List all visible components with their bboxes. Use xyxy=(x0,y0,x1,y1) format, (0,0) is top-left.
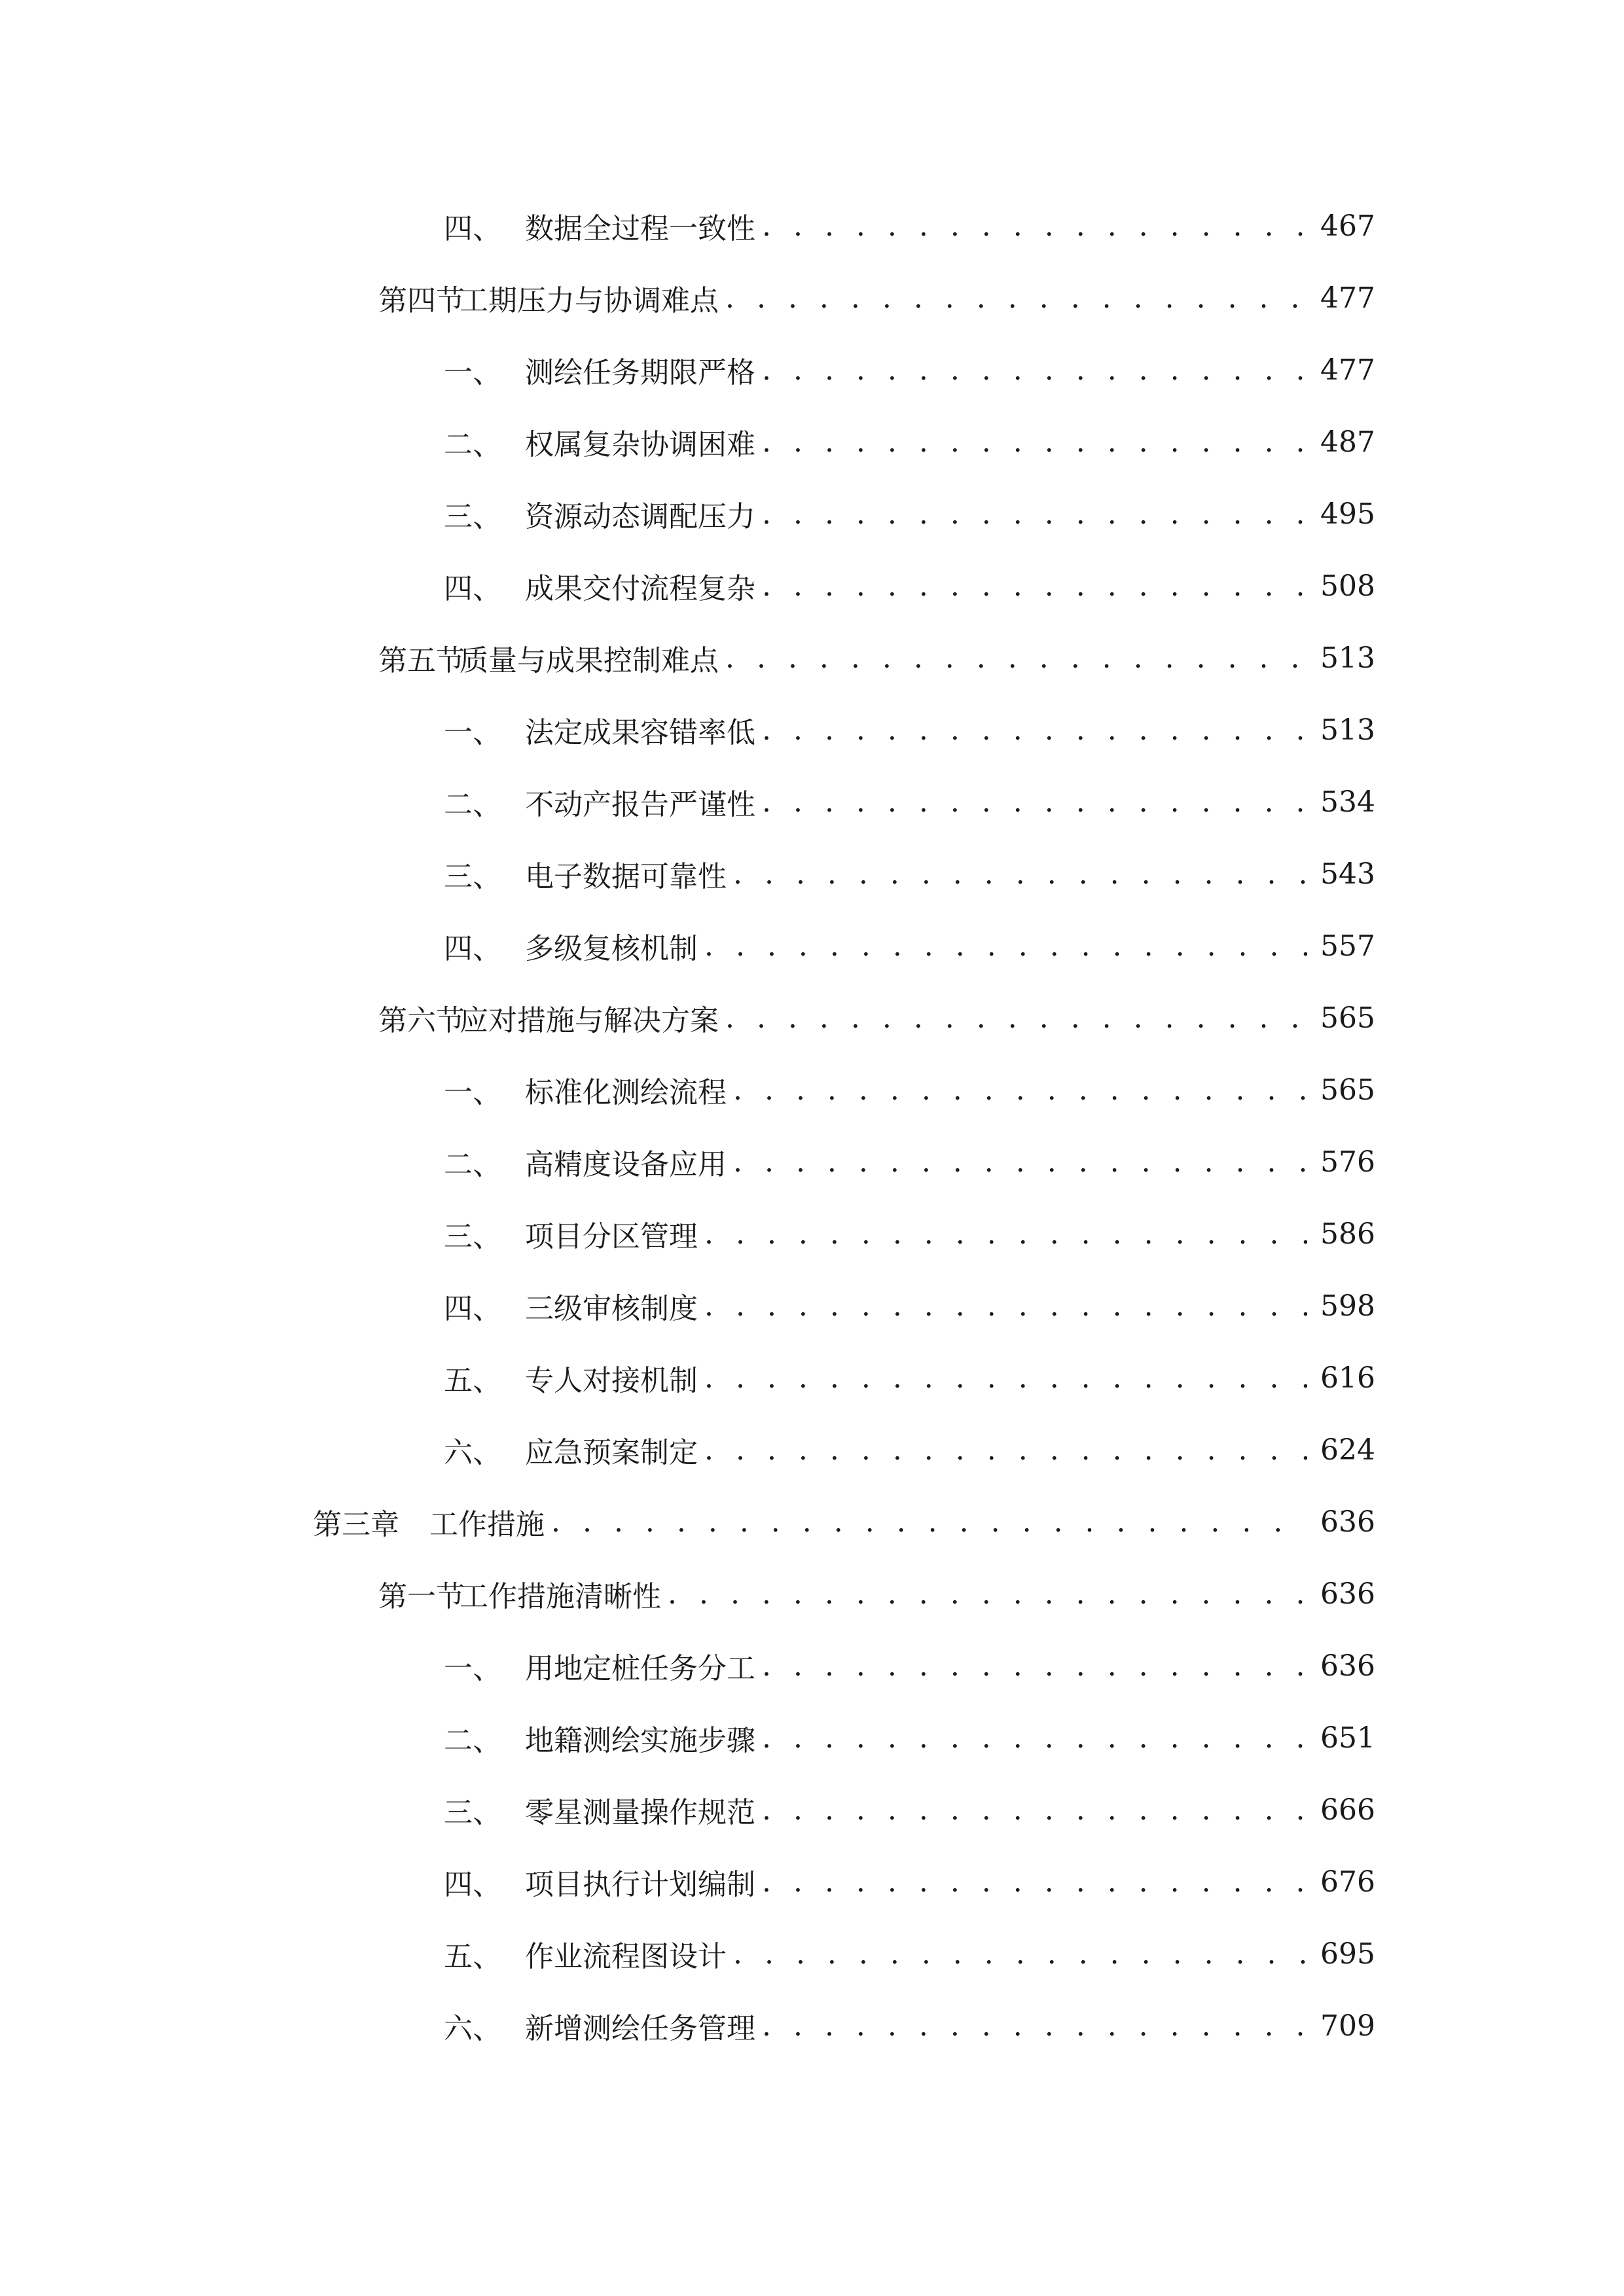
toc-entry[interactable] xyxy=(0,550,1624,622)
toc-entry-page-number: 467 xyxy=(1320,209,1375,243)
toc-entry-page-number: 543 xyxy=(1320,857,1375,891)
toc-dot-leader xyxy=(762,1793,1307,1827)
toc-dot-leader xyxy=(762,569,1307,603)
toc-entry-title: 三级审核制度 xyxy=(525,1292,698,1325)
toc-entry-page-number: 534 xyxy=(1320,785,1375,819)
toc-entry-number: 三、 xyxy=(444,1796,501,1829)
toc-entry-title: 地籍测绘实施步骤 xyxy=(525,1724,755,1757)
toc-entry-page-number: 586 xyxy=(1320,1217,1375,1251)
toc-dot-leader xyxy=(668,1577,1307,1611)
toc-entry-title: 项目执行计划编制 xyxy=(525,1868,755,1901)
toc-entry-page-number: 557 xyxy=(1320,929,1375,963)
toc-entry[interactable] xyxy=(0,1918,1624,1990)
toc-entry[interactable] xyxy=(0,190,1624,262)
toc-entry-title: 工期压力与协调难点 xyxy=(460,284,719,317)
toc-entry[interactable] xyxy=(0,1486,1624,1558)
toc-dot-leader xyxy=(704,1289,1307,1323)
toc-entry-number: 二、 xyxy=(444,788,501,821)
toc-entry-number: 一、 xyxy=(444,716,501,749)
toc-entry-page-number: 513 xyxy=(1320,641,1375,675)
toc-entry-page-number: 513 xyxy=(1320,713,1375,747)
toc-entry-page-number: 598 xyxy=(1320,1289,1375,1323)
toc-entry[interactable] xyxy=(0,1846,1624,1918)
toc-entry-page-number: 477 xyxy=(1320,281,1375,315)
toc-entry-title: 用地定桩任务分工 xyxy=(525,1652,755,1685)
toc-entry-page-number: 651 xyxy=(1320,1721,1375,1755)
toc-entry[interactable] xyxy=(0,694,1624,766)
toc-dot-leader xyxy=(733,1145,1307,1179)
toc-dot-leader xyxy=(762,1865,1307,1899)
toc-entry-page-number: 508 xyxy=(1320,569,1375,603)
toc-entry[interactable] xyxy=(0,1342,1624,1414)
toc-entry-title: 数据全过程一致性 xyxy=(525,212,755,245)
toc-dot-leader xyxy=(733,1073,1307,1107)
toc-entry-number: 四、 xyxy=(444,212,501,245)
toc-dot-leader xyxy=(762,425,1307,459)
toc-entry-number: 六、 xyxy=(444,1436,501,1469)
toc-entry-page-number: 636 xyxy=(1320,1649,1375,1683)
toc-entry-title: 应急预案制定 xyxy=(525,1436,698,1469)
toc-entry-number: 四、 xyxy=(444,1868,501,1901)
toc-entry-page-number: 624 xyxy=(1320,1433,1375,1467)
toc-dot-leader xyxy=(725,1001,1307,1035)
toc-entry-page-number: 636 xyxy=(1320,1577,1375,1611)
toc-entry-number: 二、 xyxy=(444,1148,501,1181)
toc-entry[interactable] xyxy=(0,1630,1624,1702)
toc-dot-leader xyxy=(762,2009,1307,2043)
toc-entry-title: 新增测绘任务管理 xyxy=(525,2012,755,2045)
toc-entry[interactable] xyxy=(0,982,1624,1054)
toc-entry-number: 一、 xyxy=(444,1652,501,1685)
toc-entry-title: 高精度设备应用 xyxy=(525,1148,727,1181)
toc-dot-leader xyxy=(704,1217,1307,1251)
toc-entry-number: 第三章 xyxy=(313,1508,399,1541)
toc-entry[interactable] xyxy=(0,1054,1624,1126)
toc-entry-number: 五、 xyxy=(444,1364,501,1397)
toc-entry[interactable] xyxy=(0,1990,1624,2062)
toc-entry-number: 一、 xyxy=(444,356,501,389)
toc-entry[interactable] xyxy=(0,1414,1624,1486)
toc-dot-leader xyxy=(762,209,1307,243)
toc-entry[interactable] xyxy=(0,262,1624,334)
toc-entry-title: 成果交付流程复杂 xyxy=(525,572,755,605)
toc-entry-number: 二、 xyxy=(444,1724,501,1757)
toc-entry-title: 应对措施与解决方案 xyxy=(460,1004,719,1037)
toc-entry-number: 三、 xyxy=(444,1220,501,1253)
toc-entry[interactable] xyxy=(0,1558,1624,1630)
toc-entry-title: 不动产报告严谨性 xyxy=(525,788,755,821)
toc-entry[interactable] xyxy=(0,1774,1624,1846)
toc-entry-title: 法定成果容错率低 xyxy=(525,716,755,749)
toc-entry-title: 工作措施 xyxy=(429,1508,545,1541)
toc-entry-title: 工作措施清晰性 xyxy=(460,1580,661,1613)
toc-entry-number: 第六节 xyxy=(378,1004,465,1037)
toc-entry-page-number: 495 xyxy=(1320,497,1375,531)
toc-entry[interactable] xyxy=(0,910,1624,982)
toc-dot-leader xyxy=(762,1721,1307,1755)
toc-dot-leader xyxy=(762,713,1307,747)
toc-entry-page-number: 477 xyxy=(1320,353,1375,387)
toc-entry[interactable] xyxy=(0,1198,1624,1270)
toc-entry-title: 项目分区管理 xyxy=(525,1220,698,1253)
toc-entry-number: 第五节 xyxy=(378,644,465,677)
toc-entry-number: 第四节 xyxy=(378,284,465,317)
toc-dot-leader xyxy=(704,929,1307,963)
toc-entry[interactable] xyxy=(0,622,1624,694)
toc-entry-page-number: 565 xyxy=(1320,1001,1375,1035)
toc-entry-title: 零星测量操作规范 xyxy=(525,1796,755,1829)
toc-entry-page-number: 487 xyxy=(1320,425,1375,459)
toc-entry-number: 四、 xyxy=(444,1292,501,1325)
toc-entry-number: 四、 xyxy=(444,932,501,965)
toc-entry-page-number: 666 xyxy=(1320,1793,1375,1827)
toc-entry-title: 作业流程图设计 xyxy=(525,1940,727,1973)
toc-entry-page-number: 616 xyxy=(1320,1361,1375,1395)
toc-entry[interactable] xyxy=(0,1702,1624,1774)
toc-dot-leader xyxy=(733,857,1307,891)
toc-entry-title: 权属复杂协调困难 xyxy=(525,428,755,461)
toc-entry-page-number: 565 xyxy=(1320,1073,1375,1107)
toc-entry-page-number: 676 xyxy=(1320,1865,1375,1899)
toc-entry-number: 一、 xyxy=(444,1076,501,1109)
toc-entry-title: 电子数据可靠性 xyxy=(525,860,727,893)
toc-entry[interactable] xyxy=(0,838,1624,910)
table-of-contents xyxy=(0,190,1624,2062)
toc-entry-number: 二、 xyxy=(444,428,501,461)
toc-entry-page-number: 636 xyxy=(1320,1505,1375,1539)
toc-entry-number: 五、 xyxy=(444,1940,501,1973)
toc-entry[interactable] xyxy=(0,334,1624,406)
toc-entry-title: 专人对接机制 xyxy=(525,1364,698,1397)
toc-entry-number: 四、 xyxy=(444,572,501,605)
toc-entry-page-number: 695 xyxy=(1320,1937,1375,1971)
toc-entry-page-number: 576 xyxy=(1320,1145,1375,1179)
toc-entry-number: 三、 xyxy=(444,860,501,893)
toc-entry-title: 质量与成果控制难点 xyxy=(460,644,719,677)
toc-dot-leader xyxy=(762,785,1307,819)
toc-entry[interactable] xyxy=(0,1126,1624,1198)
toc-entry-title: 资源动态调配压力 xyxy=(525,500,755,533)
toc-entry[interactable] xyxy=(0,406,1624,478)
toc-dot-leader xyxy=(704,1361,1307,1395)
toc-dot-leader xyxy=(725,281,1307,315)
toc-entry-title: 标准化测绘流程 xyxy=(525,1076,727,1109)
toc-dot-leader xyxy=(725,641,1307,675)
toc-entry-title: 测绘任务期限严格 xyxy=(525,356,755,389)
toc-dot-leader xyxy=(762,353,1307,387)
toc-entry[interactable] xyxy=(0,478,1624,550)
toc-entry-number: 第一节 xyxy=(378,1580,465,1613)
toc-entry[interactable] xyxy=(0,766,1624,838)
toc-dot-leader xyxy=(762,1649,1307,1683)
toc-dot-leader xyxy=(551,1505,1307,1539)
toc-dot-leader xyxy=(704,1433,1307,1467)
toc-entry-number: 三、 xyxy=(444,500,501,533)
toc-dot-leader xyxy=(733,1937,1307,1971)
toc-entry-number: 六、 xyxy=(444,2012,501,2045)
toc-entry[interactable] xyxy=(0,1270,1624,1342)
toc-dot-leader xyxy=(762,497,1307,531)
toc-entry-page-number: 709 xyxy=(1320,2009,1375,2043)
toc-entry-title: 多级复核机制 xyxy=(525,932,698,965)
